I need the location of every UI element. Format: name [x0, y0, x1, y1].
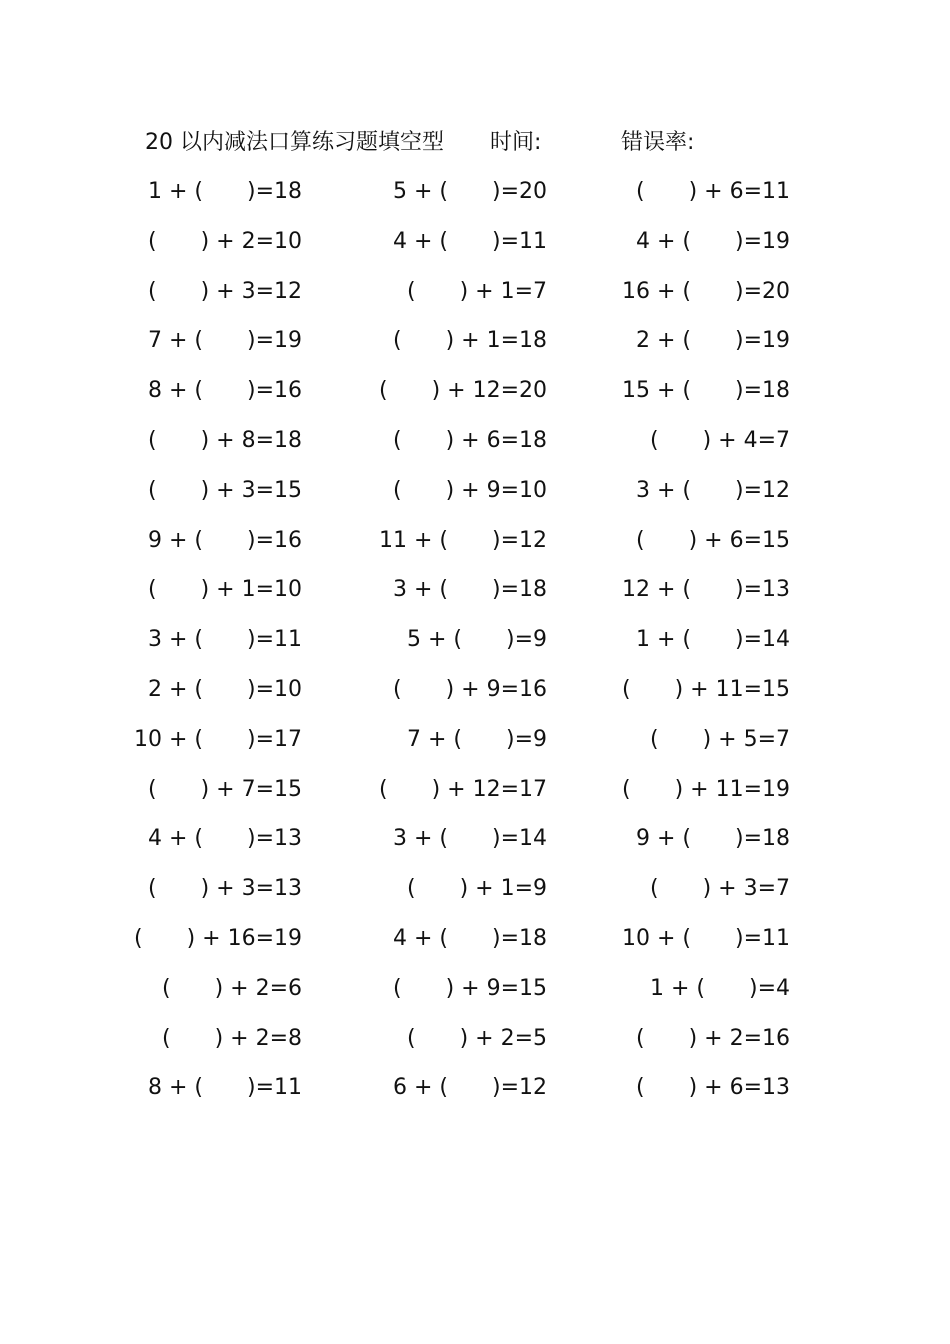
problem-item: 4 + ( )=19 [635, 228, 790, 254]
problem-row [0, 175, 950, 225]
problem-item: ( ) + 6=18 [392, 427, 547, 453]
problem-row [0, 972, 950, 1022]
problem-row [0, 872, 950, 922]
problem-row [0, 324, 950, 374]
problem-item: 4 + ( )=13 [147, 826, 302, 852]
problem-row [0, 424, 950, 474]
problem-item: ( ) + 2=16 [635, 1025, 790, 1051]
problem-item: ( ) + 3=15 [147, 477, 302, 503]
problem-item: ( ) + 5=7 [649, 726, 790, 752]
problem-item: ( ) + 2=8 [161, 1025, 302, 1051]
problem-item: ( ) + 2=6 [161, 975, 302, 1001]
problem-item: 4 + ( )=18 [392, 925, 547, 951]
problem-row [0, 773, 950, 823]
problem-item: 16 + ( )=20 [621, 278, 790, 304]
problem-item: ( ) + 1=18 [392, 328, 547, 354]
problem-row [0, 623, 950, 673]
problem-row [0, 474, 950, 524]
problem-item: ( ) + 16=19 [133, 925, 302, 951]
problem-item: 15 + ( )=18 [621, 378, 790, 404]
problem-item: 3 + ( )=14 [392, 826, 547, 852]
problem-item: ( ) + 3=13 [147, 876, 302, 902]
problem-item: ( ) + 2=5 [406, 1025, 547, 1051]
problem-item: 1 + ( )=4 [649, 975, 790, 1001]
problem-item: ( ) + 11=19 [621, 776, 790, 802]
problem-row [0, 1022, 950, 1072]
problem-item: 11 + ( )=12 [378, 527, 547, 553]
problem-item: ( ) + 3=7 [649, 876, 790, 902]
problem-item: ( ) + 12=20 [378, 378, 547, 404]
worksheet-title: 20 以内减法口算练习题填空型 [145, 130, 444, 155]
problem-item: ( ) + 1=7 [406, 278, 547, 304]
problem-item: 8 + ( )=16 [147, 378, 302, 404]
problem-item: ( ) + 12=17 [378, 776, 547, 802]
problem-item: 10 + ( )=17 [133, 726, 302, 752]
problem-item: 3 + ( )=11 [147, 627, 302, 653]
problem-item: ( ) + 11=15 [621, 676, 790, 702]
problem-item: ( ) + 1=9 [406, 876, 547, 902]
problem-item: 3 + ( )=18 [392, 577, 547, 603]
problem-item: ( ) + 4=7 [649, 427, 790, 453]
problem-item: ( ) + 6=11 [635, 179, 790, 204]
problem-row [0, 673, 950, 723]
problem-item: ( ) + 6=13 [635, 1075, 790, 1101]
problem-item: 5 + ( )=9 [406, 627, 547, 653]
problem-item: ( ) + 9=15 [392, 975, 547, 1001]
problem-item: 2 + ( )=10 [147, 676, 302, 702]
problem-item: 7 + ( )=9 [406, 726, 547, 752]
problem-item: ( ) + 8=18 [147, 427, 302, 453]
problem-item: 6 + ( )=12 [392, 1075, 547, 1101]
problem-item: 9 + ( )=16 [147, 527, 302, 553]
problem-row [0, 225, 950, 275]
problem-item: 12 + ( )=13 [621, 577, 790, 603]
problem-item: 3 + ( )=12 [635, 477, 790, 503]
problem-item: 9 + ( )=18 [635, 826, 790, 852]
problem-item: ( ) + 9=16 [392, 676, 547, 702]
problem-item: 10 + ( )=11 [621, 925, 790, 951]
problem-item: 1 + ( )=18 [147, 179, 302, 204]
problem-row [0, 573, 950, 623]
problem-item: 2 + ( )=19 [635, 328, 790, 354]
problem-row [0, 275, 950, 325]
problem-item: 1 + ( )=14 [635, 627, 790, 653]
problem-item: 5 + ( )=20 [392, 179, 547, 204]
problem-grid [0, 175, 950, 1121]
problem-row [0, 374, 950, 424]
time-label: 时间: [490, 130, 542, 155]
problem-row [0, 524, 950, 574]
problem-item: 7 + ( )=19 [147, 328, 302, 354]
problem-row [0, 822, 950, 872]
problem-row [0, 922, 950, 972]
problem-item: 4 + ( )=11 [392, 228, 547, 254]
problem-item: ( ) + 1=10 [147, 577, 302, 603]
problem-item: ( ) + 6=15 [635, 527, 790, 553]
problem-item: ( ) + 2=10 [147, 228, 302, 254]
problem-item: 8 + ( )=11 [147, 1075, 302, 1101]
problem-item: ( ) + 7=15 [147, 776, 302, 802]
error-rate-label: 错误率: [621, 130, 695, 155]
problem-item: ( ) + 3=12 [147, 278, 302, 304]
worksheet-header [145, 128, 845, 158]
problem-row [0, 1071, 950, 1121]
problem-item: ( ) + 9=10 [392, 477, 547, 503]
problem-row [0, 723, 950, 773]
